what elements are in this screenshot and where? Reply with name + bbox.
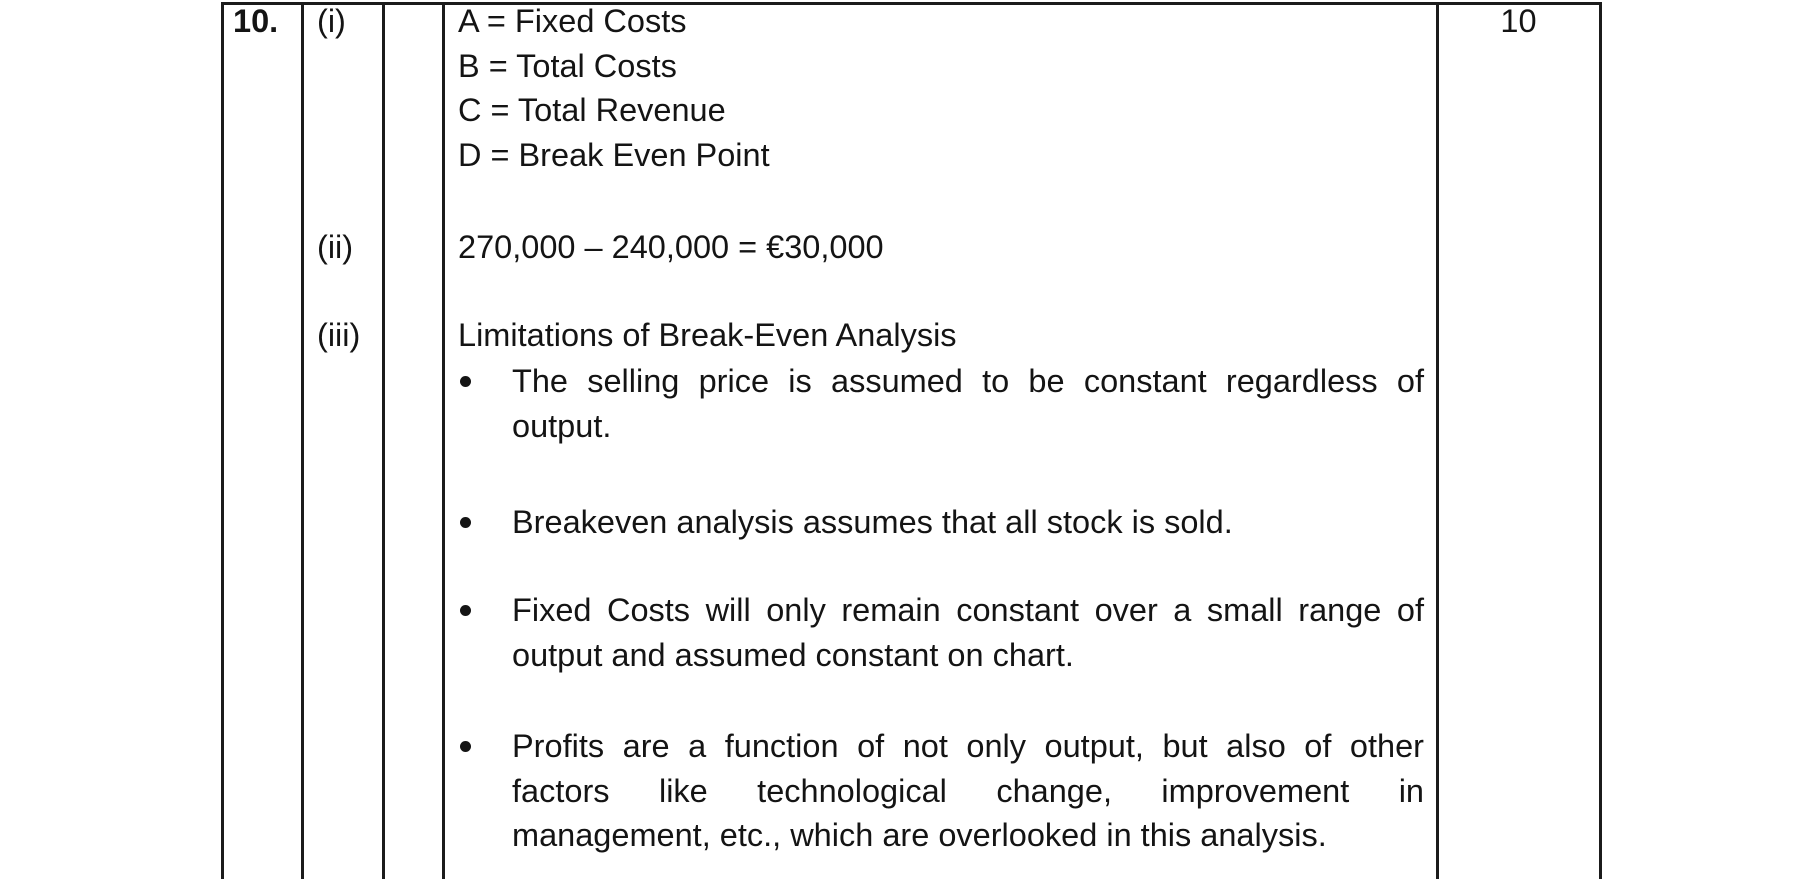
bullet-line: Breakeven analysis assumes that all stock is sold. bbox=[512, 504, 1233, 540]
answer-line: D = Break Even Point bbox=[458, 136, 770, 173]
part-label-ii: (ii) bbox=[317, 229, 354, 265]
bullet-line: Profits are a function of not only output, but also of other bbox=[512, 728, 1424, 764]
answer-line: B = Total Costs bbox=[458, 47, 677, 84]
bullet-icon bbox=[460, 741, 471, 752]
table-left-border bbox=[221, 2, 224, 879]
bullet-line: output and assumed constant on chart. bbox=[512, 636, 1074, 673]
bullet-line: Fixed Costs will only remain constant over a small range of bbox=[512, 592, 1424, 628]
part-label-iii: (iii) bbox=[317, 317, 361, 353]
bullet-line: management, etc., which are overlooked in this analysis. bbox=[512, 817, 1327, 853]
bullet-item bbox=[458, 500, 1424, 545]
marks-cell bbox=[1438, 0, 1599, 44]
bullet-item bbox=[458, 588, 1424, 677]
part-i-answers bbox=[458, 0, 1424, 177]
bullet-line: factors like technological change, improvement in bbox=[512, 772, 1424, 809]
part-label-i: (i) bbox=[317, 3, 346, 39]
column-divider-marks bbox=[1436, 2, 1439, 879]
bullet-item bbox=[458, 359, 1424, 448]
part-ii-answer: 270,000 – 240,000 = €30,000 bbox=[458, 229, 884, 265]
column-divider-blank bbox=[442, 2, 445, 879]
bullet-icon bbox=[460, 376, 471, 387]
bullet-icon bbox=[460, 517, 471, 528]
answer-line: C = Total Revenue bbox=[458, 92, 726, 128]
bullet-line: The selling price is assumed to be constant regardless of bbox=[512, 363, 1424, 399]
marking-scheme-table bbox=[221, 0, 1602, 879]
bullet-icon bbox=[460, 605, 471, 616]
part-iii-heading: Limitations of Break-Even Analysis bbox=[458, 317, 957, 353]
question-number: 10. bbox=[233, 3, 279, 39]
bullet-item bbox=[458, 724, 1424, 858]
column-divider-part bbox=[382, 2, 385, 879]
answer-line: A = Fixed Costs bbox=[458, 3, 687, 39]
column-divider-question bbox=[301, 2, 304, 879]
table-right-border bbox=[1599, 2, 1602, 879]
marks-value: 10 bbox=[1500, 3, 1537, 39]
bullet-line: output. bbox=[512, 407, 612, 444]
